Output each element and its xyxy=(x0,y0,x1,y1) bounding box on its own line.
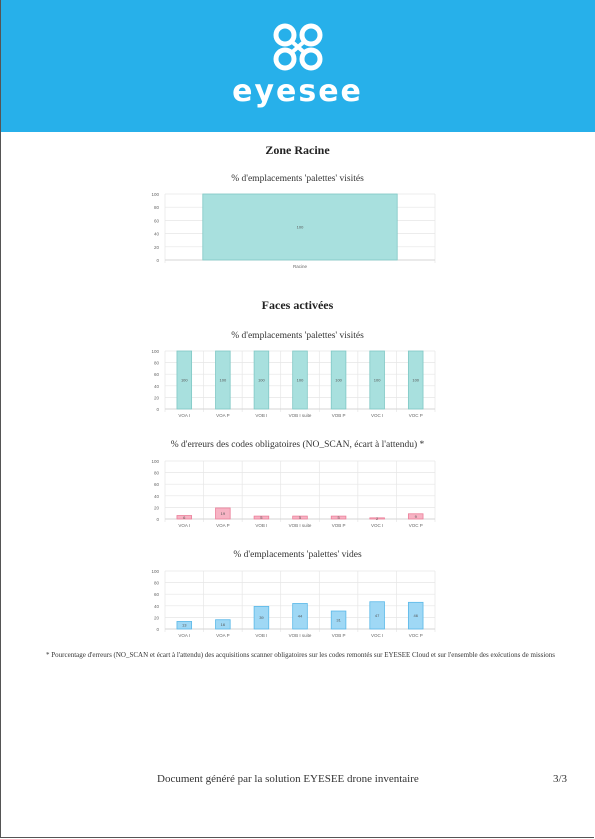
x-tick-label: VOB P xyxy=(331,633,346,638)
y-tick-label: 40 xyxy=(153,231,159,237)
data-label: 5 xyxy=(260,515,263,521)
y-tick-label: 40 xyxy=(153,383,159,389)
data-label: 46 xyxy=(413,613,418,619)
x-tick-label: VOB I suite xyxy=(288,413,312,418)
y-tick-label: 100 xyxy=(151,349,159,354)
y-tick-label: 20 xyxy=(153,505,159,511)
y-tick-label: 60 xyxy=(153,592,159,598)
x-tick-label: VOA P xyxy=(216,413,230,418)
data-label: 19 xyxy=(220,510,226,516)
y-tick-label: 80 xyxy=(153,580,159,586)
eyesee-logo-icon xyxy=(270,22,326,72)
data-label: 100 xyxy=(258,377,265,383)
page-number: 3/3 xyxy=(553,773,568,785)
x-tick-label: VOC I xyxy=(371,413,384,418)
data-label: 5 xyxy=(298,515,302,521)
x-tick-label: VOA I xyxy=(178,413,191,418)
y-tick-label: 80 xyxy=(153,360,159,366)
x-tick-label: Racine xyxy=(292,264,308,269)
y-tick-label: 60 xyxy=(153,482,159,488)
page-header xyxy=(0,0,595,132)
y-tick-label: 40 xyxy=(153,603,159,609)
y-tick-label: 100 xyxy=(151,459,159,464)
y-tick-label: 0 xyxy=(156,627,159,632)
x-tick-label: VOC I xyxy=(371,633,384,638)
y-tick-label: 0 xyxy=(156,258,159,263)
chart-title: % d'emplacements 'palettes' visités xyxy=(231,174,364,184)
x-tick-label: VOA I xyxy=(178,633,191,638)
data-label: 100 xyxy=(180,377,188,383)
data-label: 100 xyxy=(296,377,304,383)
y-tick-label: 20 xyxy=(153,615,159,621)
y-tick-label: 80 xyxy=(153,205,159,211)
brand-wordmark: eyesee xyxy=(232,74,363,109)
footnote: * Pourcentage d'erreurs (NO_SCAN et écart à l'attendu) des acquisitions scanner obligatoires sur les codes remontés sur EYESEE Cloud et sur l'ensemble des exécutions de missions xyxy=(46,651,556,659)
y-tick-label: 20 xyxy=(153,244,159,250)
visited-faces-chart xyxy=(140,345,440,421)
x-tick-label: VOA P xyxy=(216,633,230,638)
zone-title: Zone Racine xyxy=(265,143,330,157)
data-label: 100 xyxy=(219,377,227,383)
x-tick-label: VOA I xyxy=(178,523,191,528)
y-tick-label: 100 xyxy=(151,569,159,574)
y-tick-label: 60 xyxy=(153,372,159,378)
chart-title: % d'erreurs des codes obligatoires (NO_SCAN, écart à l'attendu) * xyxy=(170,440,425,450)
data-label: 47 xyxy=(374,612,380,618)
x-tick-label: VOC I xyxy=(371,523,384,528)
y-tick-label: 40 xyxy=(153,493,159,499)
x-tick-label: VOB I suite xyxy=(288,633,312,638)
y-tick-label: 60 xyxy=(153,218,159,224)
data-label: 13 xyxy=(182,622,187,628)
x-tick-label: VOB P xyxy=(331,523,346,528)
x-tick-label: VOB I xyxy=(255,633,268,638)
footer-text: Document généré par la solution EYESEE drone inventaire xyxy=(157,773,419,785)
data-label: 5 xyxy=(337,515,340,521)
x-tick-label: VOB I suite xyxy=(288,523,312,528)
y-tick-label: 0 xyxy=(156,517,159,522)
data-label: 39 xyxy=(259,615,264,621)
data-label: 100 xyxy=(412,377,420,383)
visited-racine-chart xyxy=(140,188,440,272)
x-tick-label: VOB I xyxy=(255,413,268,418)
data-label: 6 xyxy=(183,514,186,520)
chart-title: % d'emplacements 'palettes' visités xyxy=(231,331,364,341)
y-tick-label: 100 xyxy=(151,192,159,197)
data-label: 9 xyxy=(414,513,417,519)
y-tick-label: 0 xyxy=(156,407,159,412)
data-label: 31 xyxy=(336,617,341,623)
y-tick-label: 80 xyxy=(153,470,159,476)
chart-title: % d'emplacements 'palettes' vides xyxy=(233,550,362,560)
faces-title: Faces activées xyxy=(261,298,334,312)
x-tick-label: VOC P xyxy=(408,523,423,528)
x-tick-label: VOB P xyxy=(331,413,346,418)
errors-faces-chart xyxy=(140,455,440,531)
x-tick-label: VOC P xyxy=(408,633,423,638)
x-tick-label: VOB I xyxy=(255,523,268,528)
data-label: 2 xyxy=(376,515,379,521)
data-label: 44 xyxy=(297,613,303,619)
data-label: 16 xyxy=(220,621,226,627)
empty-faces-chart xyxy=(140,565,440,641)
x-tick-label: VOA P xyxy=(216,523,230,528)
y-tick-label: 20 xyxy=(153,395,159,401)
data-label: 100 xyxy=(335,377,342,383)
data-label: 100 xyxy=(373,377,381,383)
data-label: 100 xyxy=(296,224,304,230)
x-tick-label: VOC P xyxy=(408,413,423,418)
